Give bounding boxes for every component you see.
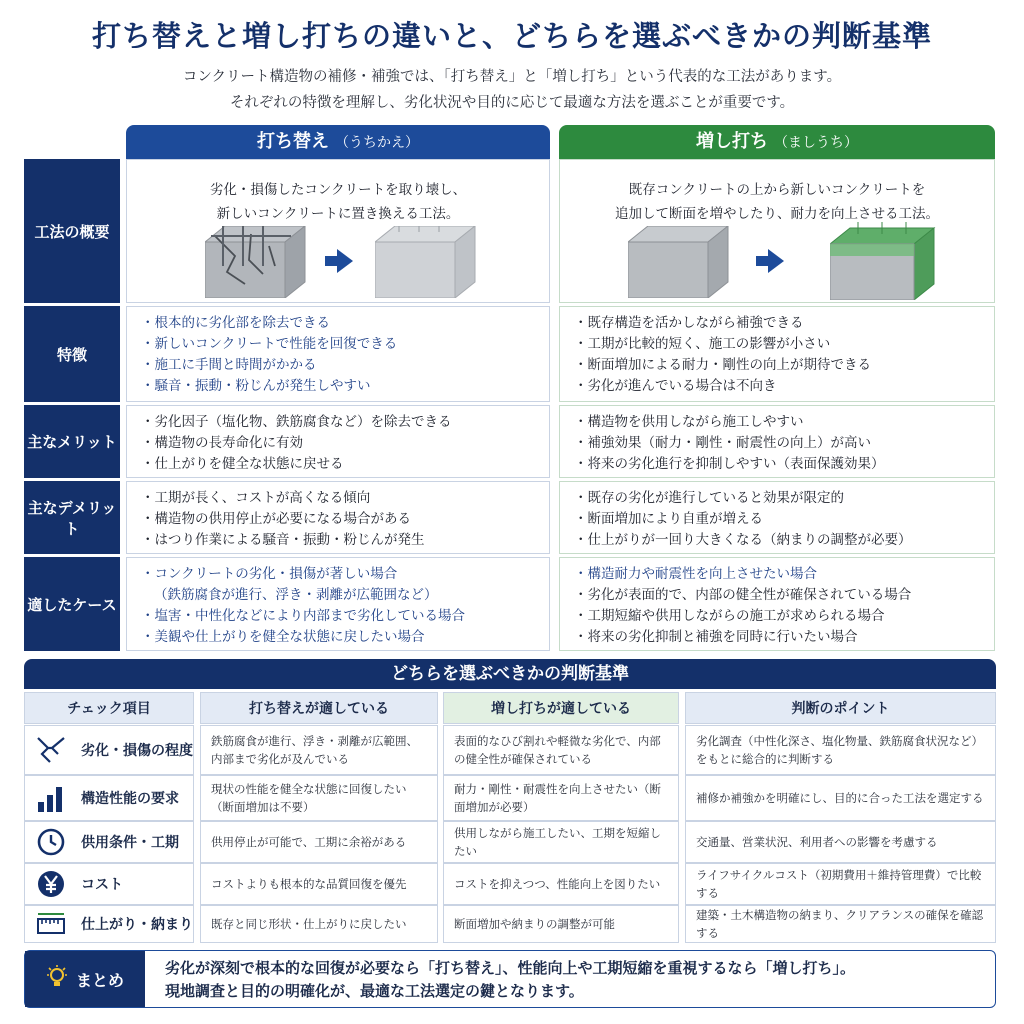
list-item: ・ 仕上がりが一回り大きくなる（納まりの調整が必要） [574,530,980,551]
column-title: 増し打ち [696,131,768,152]
judgement-header-point: 判断のポイント [685,692,996,724]
judgement-cell-uchikae: 現状の性能を健全な状態に回復したい（断面増加は不要） [200,775,438,821]
list-item: ・ 根本的に劣化部を除去できる [141,313,535,334]
list-item: ・ コンクリートの劣化・損傷が著しい場合 [141,564,535,585]
judgement-item-label: 供用条件・工期 [81,835,179,851]
list-item: ・ 将来の劣化進行を抑制しやすい（表面保護効果） [574,454,980,475]
column-reading: （ましうち） [774,135,858,151]
list-item: ・ 構造物の供用停止が必要になる場合がある [141,509,535,530]
judgement-cell-point: 劣化調査（中性化深さ、塩化物量、鉄筋腐食状況など）をもとに総合的に判断する [685,725,996,775]
features-cell-mashiuchi [559,306,995,402]
judgement-item-label: 構造性能の要求 [81,791,179,807]
list-item: ・ 新しいコンクリートで性能を回復できる [141,334,535,355]
overview-text [141,178,535,226]
overview-cell-uchikae [126,159,550,303]
judgement-cell-uchikae: 鉄筋腐食が進行、浮き・剥離が広範囲、内部まで劣化が及んでいる [200,725,438,775]
summary-line: 劣化が深刻で根本的な回復が必要なら「打ち替え」、性能向上や工期短縮を重視するなら「増し打ち」。 [165,959,856,977]
judgement-cell-mashiuchi: コストを抑えつつ、性能向上を図りたい [443,863,679,905]
summary-tag [25,951,145,1007]
demerits-cell-mashiuchi [559,481,995,554]
judgement-cell-uchikae: 供用停止が可能で、工期に余裕がある [200,821,438,863]
overview-cell-mashiuchi [559,159,995,303]
judgement-cell-point: 建築・土木構造物の納まり、クリアランスの確保を確認する [685,905,996,943]
demerits-cell-uchikae [126,481,550,554]
column-title: 打ち替え [257,131,329,152]
list-item: ・ 劣化が進んでいる場合は不向き [574,376,980,397]
merits-cell-uchikae [126,405,550,478]
judgement-cell-mashiuchi: 断面増加や納まりの調整が可能 [443,905,679,943]
list-item: ・ 工期短縮や供用しながらの施工が求められる場合 [574,606,980,627]
list-item: ・ 塩害・中性化などにより内部まで劣化している場合 [141,606,535,627]
features-list [574,313,980,397]
intro-line: それぞれの特徴を理解し、劣化状況や目的に応じて最適な方法を選ぶことが重要です。 [229,95,795,111]
overview-text [574,178,980,226]
judgement-cell-uchikae: コストよりも根本的な品質回復を優先 [200,863,438,905]
list-item: ・ 構造物を供用しながら施工しやすい [574,412,980,433]
list-item: ・ 施工に手間と時間がかかる [141,355,535,376]
judgement-row-label [24,905,194,943]
added-concrete-block-illustration [830,222,940,300]
overview-line: 追加して断面を増やしたり、耐力を向上させる工法。 [615,206,939,222]
judgement-row-label [24,863,194,905]
list-item: ・ 美観や仕上がりを健全な状態に戻したい場合 [141,627,535,648]
judgement-cell-point: 交通量、営業状況、利用者への影響を考慮する [685,821,996,863]
judgement-cell-point: 補修か補強かを明確にし、目的に合った工法を選定する [685,775,996,821]
list-item: ・ 劣化因子（塩化物、鉄筋腐食など）を除去できる [141,412,535,433]
list-item: ・ 工期が長く、コストが高くなる傾向 [141,488,535,509]
demerits-list [141,488,535,551]
merits-cell-mashiuchi [559,405,995,478]
judgement-row-label [24,821,194,863]
overview-line: 既存コンクリートの上から新しいコンクリートを [628,182,926,198]
judgement-cell-mashiuchi: 供用しながら施工したい、工期を短縮したい [443,821,679,863]
judgement-cell-uchikae: 既存と同じ形状・仕上がりに戻したい [200,905,438,943]
clock-icon [33,827,69,857]
judgement-cell-mashiuchi: 表面的なひび割れや軽微な劣化で、内部の健全性が確保されている [443,725,679,775]
lightbulb-icon [46,965,68,993]
judgement-item-label: 劣化・損傷の程度 [81,743,193,759]
column-reading: （うちかえ） [335,135,419,151]
arrow-right-icon [768,249,784,273]
list-item: ・ 既存構造を活かしながら補強できる [574,313,980,334]
list-item: ・ 工期が比較的短く、施工の影響が小さい [574,334,980,355]
judgement-row-label [24,775,194,821]
judgement-item-label: コスト [81,877,123,893]
crack-icon [33,735,69,765]
merits-list [574,412,980,475]
list-item: ・ 将来の劣化抑制と補強を同時に行いたい場合 [574,627,980,648]
judgement-cell-mashiuchi: 耐力・剛性・耐震性を向上させたい（断面増加が必要） [443,775,679,821]
column-header-uchikae [126,125,550,159]
demerits-list [574,488,980,551]
summary-line: 現地調査と目的の明確化が、最適な工法選定の鍵となります。 [165,982,584,1000]
summary-label: まとめ [75,970,124,990]
summary-text [165,957,985,1003]
list-item: ・ 騒音・振動・粉じんが発生しやすい [141,376,535,397]
judgement-item-label: 仕上がり・納まり [81,917,193,933]
intro-text [0,64,1024,116]
cases-list [574,564,980,648]
judgement-header-mashiuchi: 増し打ちが適している [443,692,679,724]
yen-icon [33,869,69,899]
column-header-mashiuchi [559,125,995,159]
page-title: 打ち替えと増し打ちの違いと、どちらを選ぶべきかの判断基準 [91,19,932,53]
row-label-features: 特徴 [24,306,120,402]
overview-line: 新しいコンクリートに置き換える工法。 [216,206,460,222]
ruler-icon [33,909,69,939]
list-item: ・ 劣化が表面的で、内部の健全性が確保されている場合 [574,585,980,606]
overview-line: 劣化・損傷したコンクリートを取り壊し、 [209,182,467,198]
judgement-header-check: チェック項目 [24,692,194,724]
features-cell-uchikae [126,306,550,402]
list-item: ・ 構造耐力や耐震性を向上させたい場合 [574,564,980,585]
intro-line: コンクリート構造物の補修・補強では、「打ち替え」と「増し打ち」という代表的な工法があります。 [182,69,842,85]
list-item: ・ 既存の劣化が進行していると効果が限定的 [574,488,980,509]
list-item: ・ 断面増加による耐力・剛性の向上が期待できる [574,355,980,376]
existing-concrete-block-illustration [628,226,734,298]
judgement-title: どちらを選ぶべきかの判断基準 [24,659,996,689]
list-item: ・ 断面増加により自重が増える [574,509,980,530]
list-item: ・ 構造物の長寿命化に有効 [141,433,535,454]
row-label-demerits: 主なデメリット [24,481,120,554]
summary-box [24,950,996,1008]
merits-list [141,412,535,475]
list-item-note: （鉄筋腐食が進行、浮き・剥離が広範囲など） [154,587,438,603]
cases-cell-uchikae [126,557,550,651]
features-list [141,313,535,397]
judgement-cell-point: ライフサイクルコスト（初期費用＋維持管理費）で比較する [685,863,996,905]
judgement-row-label [24,725,194,775]
cases-cell-mashiuchi [559,557,995,651]
list-item: ・ 仕上がりを健全な状態に戻せる [141,454,535,475]
new-concrete-block-illustration [375,226,481,298]
old-concrete-block-illustration [205,226,311,298]
bar-chart-icon [33,783,69,813]
row-label-cases: 適したケース [24,557,120,651]
row-label-overview: 工法の概要 [24,159,120,303]
list-item: ・ 補強効果（耐力・剛性・耐震性の向上）が高い [574,433,980,454]
cases-list [141,564,535,648]
row-label-merits: 主なメリット [24,405,120,478]
arrow-right-icon [337,249,353,273]
list-item: ・ はつり作業による騒音・振動・粉じんが発生 [141,530,535,551]
judgement-header-uchikae: 打ち替えが適している [200,692,438,724]
